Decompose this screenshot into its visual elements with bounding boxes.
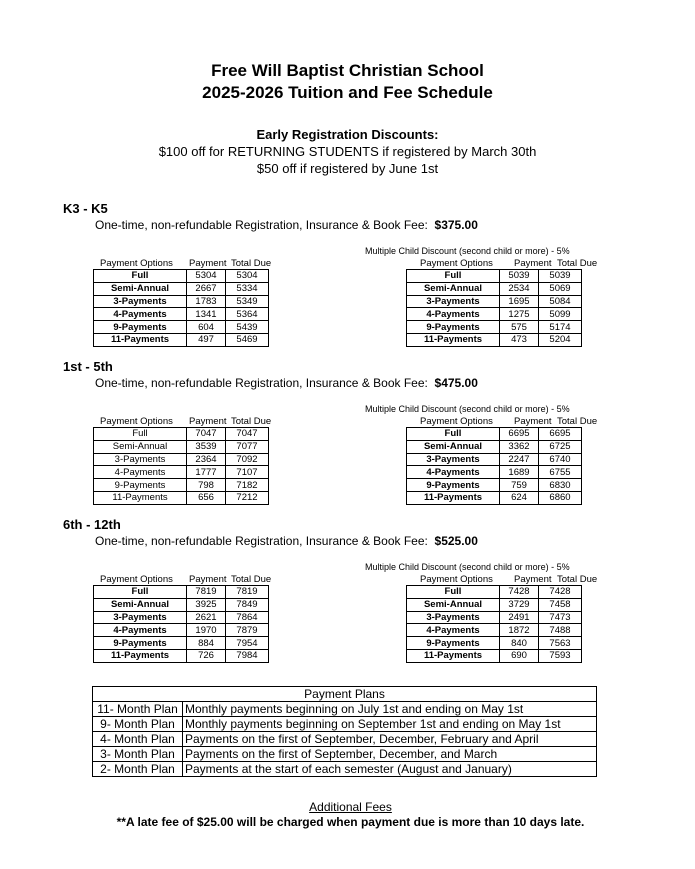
payment-amount-cell: 575	[500, 321, 539, 334]
fee-amount: $375.00	[434, 218, 478, 232]
fee-line-6th-12th	[95, 534, 478, 548]
payment-amount-cell: 1689	[500, 466, 539, 479]
payment-amount-cell: 7047	[187, 428, 226, 441]
col-header-option: Payment Options	[100, 416, 173, 427]
total-due-cell: 7047	[226, 428, 269, 441]
payment-amount-cell: 798	[187, 479, 226, 492]
payment-option-cell: 3-Payments	[407, 295, 500, 308]
fee-label: One-time, non-refundable Registration, Insurance & Book Fee:	[95, 534, 428, 548]
total-due-cell: 7077	[226, 440, 269, 453]
table-row	[407, 333, 582, 346]
plan-name: 9- Month Plan	[93, 717, 183, 732]
total-due-cell: 5069	[539, 282, 582, 295]
table-row	[94, 649, 269, 662]
plan-description: Monthly payments beginning on September 1st and ending on May 1st	[183, 717, 597, 732]
table-row	[94, 624, 269, 637]
payment-option-cell: 11-Payments	[407, 491, 500, 504]
table-row	[94, 611, 269, 624]
payment-amount-cell: 7428	[500, 586, 539, 599]
payment-option-cell: 9-Payments	[94, 479, 187, 492]
col-header-option: Payment Options	[420, 416, 493, 427]
tuition-table-single	[93, 427, 269, 505]
table-row	[407, 491, 582, 504]
plan-description: Payments on the first of September, December, and March	[183, 747, 597, 762]
payment-amount-cell: 473	[500, 333, 539, 346]
plan-description: Payments on the first of September, December, February and April	[183, 732, 597, 747]
payment-option-cell: 9-Payments	[407, 479, 500, 492]
total-due-cell: 5364	[226, 308, 269, 321]
col-header-payment: Payment	[514, 574, 552, 585]
additional-fees-heading: Additional Fees	[309, 800, 392, 814]
total-due-cell: 5349	[226, 295, 269, 308]
payment-option-cell: 11-Payments	[94, 491, 187, 504]
table-row	[407, 282, 582, 295]
section-title-1st-5th: 1st - 5th	[63, 359, 113, 374]
payment-option-cell: Full	[94, 270, 187, 283]
payment-option-cell: Semi-Annual	[407, 440, 500, 453]
col-header-payment: Payment	[189, 574, 227, 585]
table-row	[94, 308, 269, 321]
col-header-option: Payment Options	[420, 258, 493, 269]
school-name: Free Will Baptist Christian School	[211, 61, 484, 80]
payment-option-cell: Semi-Annual	[407, 282, 500, 295]
col-header-option: Payment Options	[420, 574, 493, 585]
table-row	[407, 453, 582, 466]
col-header-payment: Payment	[514, 258, 552, 269]
payment-amount-cell: 726	[187, 649, 226, 662]
table-row	[94, 282, 269, 295]
total-due-cell: 7954	[226, 637, 269, 650]
payment-amount-cell: 2621	[187, 611, 226, 624]
total-due-cell: 7984	[226, 649, 269, 662]
table-row	[407, 428, 582, 441]
payment-option-cell: 4-Payments	[407, 308, 500, 321]
total-due-cell: 6740	[539, 453, 582, 466]
payment-option-cell: Full	[94, 586, 187, 599]
total-due-cell: 7107	[226, 466, 269, 479]
table-row	[407, 440, 582, 453]
payment-amount-cell: 3925	[187, 598, 226, 611]
multi-discount-label: Multiple Child Discount (second child or more) - 5%	[365, 404, 570, 414]
payment-option-cell: Semi-Annual	[94, 282, 187, 295]
tuition-table-single	[93, 585, 269, 663]
payment-option-cell: Full	[94, 428, 187, 441]
payment-plans-title: Payment Plans	[93, 687, 597, 702]
plan-name: 3- Month Plan	[93, 747, 183, 762]
table-row	[407, 586, 582, 599]
col-header-total: Total Due	[557, 258, 598, 269]
payment-amount-cell: 884	[187, 637, 226, 650]
table-row	[94, 440, 269, 453]
total-due-cell: 6755	[539, 466, 582, 479]
payment-option-cell: 11-Payments	[407, 333, 500, 346]
table-row	[94, 586, 269, 599]
total-due-cell: 7819	[226, 586, 269, 599]
total-due-cell: 5204	[539, 333, 582, 346]
payment-amount-cell: 1777	[187, 466, 226, 479]
payment-option-cell: 3-Payments	[407, 453, 500, 466]
total-due-cell: 5039	[539, 270, 582, 283]
payment-amount-cell: 840	[500, 637, 539, 650]
total-due-cell: 5439	[226, 321, 269, 334]
payment-amount-cell: 5039	[500, 270, 539, 283]
payment-amount-cell: 7819	[187, 586, 226, 599]
total-due-cell: 6695	[539, 428, 582, 441]
fee-label: One-time, non-refundable Registration, Insurance & Book Fee:	[95, 376, 428, 390]
payment-option-cell: Full	[407, 586, 500, 599]
table-row	[94, 428, 269, 441]
total-due-cell: 5174	[539, 321, 582, 334]
col-header-total: Total Due	[231, 258, 272, 269]
payment-option-cell: 11-Payments	[94, 333, 187, 346]
multi-discount-label: Multiple Child Discount (second child or more) - 5%	[365, 246, 570, 256]
payment-plan-row	[93, 732, 597, 747]
tuition-table-multi	[406, 585, 582, 663]
table-row	[94, 270, 269, 283]
payment-option-cell: 3-Payments	[94, 453, 187, 466]
payment-option-cell: Semi-Annual	[94, 440, 187, 453]
payment-amount-cell: 2247	[500, 453, 539, 466]
table-row	[407, 624, 582, 637]
total-due-cell: 6830	[539, 479, 582, 492]
payment-option-cell: Full	[407, 428, 500, 441]
col-header-option: Payment Options	[100, 258, 173, 269]
table-row	[407, 321, 582, 334]
total-due-cell: 7849	[226, 598, 269, 611]
total-due-cell: 7593	[539, 649, 582, 662]
total-due-cell: 5099	[539, 308, 582, 321]
fee-label: One-time, non-refundable Registration, Insurance & Book Fee:	[95, 218, 428, 232]
payment-plans-header-row	[93, 687, 597, 702]
payment-amount-cell: 1970	[187, 624, 226, 637]
section-title-k3-k5: K3 - K5	[63, 201, 108, 216]
fee-line-1st-5th	[95, 376, 478, 390]
payment-amount-cell: 6695	[500, 428, 539, 441]
table-row	[94, 295, 269, 308]
total-due-cell: 5469	[226, 333, 269, 346]
table-row	[407, 598, 582, 611]
plan-description: Monthly payments beginning on July 1st and ending on May 1st	[183, 702, 597, 717]
section-title-6th-12th: 6th - 12th	[63, 517, 121, 532]
late-fee-note: **A late fee of $25.00 will be charged when payment due is more than 10 days late.	[116, 815, 585, 829]
payment-amount-cell: 624	[500, 491, 539, 504]
payment-amount-cell: 2667	[187, 282, 226, 295]
table-row	[94, 321, 269, 334]
total-due-cell: 7182	[226, 479, 269, 492]
total-due-cell: 7458	[539, 598, 582, 611]
total-due-cell: 7473	[539, 611, 582, 624]
tuition-table-multi	[406, 269, 582, 347]
discount-june: $50 off if registered by June 1st	[256, 161, 439, 176]
payment-amount-cell: 656	[187, 491, 226, 504]
payment-amount-cell: 3539	[187, 440, 226, 453]
total-due-cell: 6725	[539, 440, 582, 453]
payment-option-cell: Semi-Annual	[407, 598, 500, 611]
payment-amount-cell: 604	[187, 321, 226, 334]
payment-plan-row	[93, 747, 597, 762]
tuition-table-single	[93, 269, 269, 347]
total-due-cell: 7488	[539, 624, 582, 637]
payment-option-cell: 4-Payments	[94, 308, 187, 321]
total-due-cell: 7563	[539, 637, 582, 650]
col-header-total: Total Due	[231, 416, 272, 427]
col-header-option: Payment Options	[100, 574, 173, 585]
payment-option-cell: 4-Payments	[94, 624, 187, 637]
multi-discount-label: Multiple Child Discount (second child or more) - 5%	[365, 562, 570, 572]
payment-option-cell: 9-Payments	[407, 637, 500, 650]
plan-name: 11- Month Plan	[93, 702, 183, 717]
payment-amount-cell: 1275	[500, 308, 539, 321]
payment-option-cell: Semi-Annual	[94, 598, 187, 611]
payment-option-cell: Full	[407, 270, 500, 283]
total-due-cell: 7428	[539, 586, 582, 599]
payment-amount-cell: 2534	[500, 282, 539, 295]
plan-description: Payments at the start of each semester (August and January)	[183, 762, 597, 777]
col-header-payment: Payment	[514, 416, 552, 427]
payment-option-cell: 11-Payments	[94, 649, 187, 662]
payment-option-cell: 4-Payments	[94, 466, 187, 479]
payment-amount-cell: 497	[187, 333, 226, 346]
discount-returning: $100 off for RETURNING STUDENTS if registered by March 30th	[158, 144, 537, 159]
table-row	[407, 479, 582, 492]
payment-amount-cell: 2364	[187, 453, 226, 466]
payment-plans-table	[92, 686, 597, 777]
total-due-cell: 6860	[539, 491, 582, 504]
payment-amount-cell: 1783	[187, 295, 226, 308]
payment-plan-row	[93, 762, 597, 777]
fee-amount: $475.00	[434, 376, 478, 390]
table-row	[407, 466, 582, 479]
total-due-cell: 5084	[539, 295, 582, 308]
payment-amount-cell: 1341	[187, 308, 226, 321]
total-due-cell: 7212	[226, 491, 269, 504]
col-header-payment: Payment	[189, 258, 227, 269]
table-row	[94, 598, 269, 611]
table-row	[94, 479, 269, 492]
table-row	[407, 270, 582, 283]
table-row	[407, 649, 582, 662]
total-due-cell: 5334	[226, 282, 269, 295]
fee-line-k3-k5	[95, 218, 478, 232]
page-title: 2025-2026 Tuition and Fee Schedule	[202, 83, 493, 102]
table-row	[407, 295, 582, 308]
total-due-cell: 5304	[226, 270, 269, 283]
payment-option-cell: 11-Payments	[407, 649, 500, 662]
payment-option-cell: 3-Payments	[94, 611, 187, 624]
payment-option-cell: 9-Payments	[94, 637, 187, 650]
payment-amount-cell: 5304	[187, 270, 226, 283]
total-due-cell: 7879	[226, 624, 269, 637]
plan-name: 2- Month Plan	[93, 762, 183, 777]
total-due-cell: 7092	[226, 453, 269, 466]
fee-amount: $525.00	[434, 534, 478, 548]
payment-amount-cell: 1872	[500, 624, 539, 637]
col-header-total: Total Due	[557, 574, 598, 585]
total-due-cell: 7864	[226, 611, 269, 624]
payment-amount-cell: 690	[500, 649, 539, 662]
table-row	[94, 637, 269, 650]
payment-plan-row	[93, 717, 597, 732]
payment-amount-cell: 2491	[500, 611, 539, 624]
payment-amount-cell: 1695	[500, 295, 539, 308]
payment-option-cell: 9-Payments	[407, 321, 500, 334]
payment-option-cell: 9-Payments	[94, 321, 187, 334]
col-header-payment: Payment	[189, 416, 227, 427]
payment-plan-row	[93, 702, 597, 717]
table-row	[407, 637, 582, 650]
col-header-total: Total Due	[557, 416, 598, 427]
table-row	[407, 308, 582, 321]
table-row	[94, 453, 269, 466]
table-row	[94, 491, 269, 504]
payment-amount-cell: 3362	[500, 440, 539, 453]
plan-name: 4- Month Plan	[93, 732, 183, 747]
col-header-total: Total Due	[231, 574, 272, 585]
table-row	[407, 611, 582, 624]
payment-amount-cell: 3729	[500, 598, 539, 611]
payment-amount-cell: 759	[500, 479, 539, 492]
payment-option-cell: 4-Payments	[407, 466, 500, 479]
discounts-heading: Early Registration Discounts:	[256, 127, 439, 142]
payment-option-cell: 4-Payments	[407, 624, 500, 637]
tuition-table-multi	[406, 427, 582, 505]
payment-option-cell: 3-Payments	[94, 295, 187, 308]
payment-option-cell: 3-Payments	[407, 611, 500, 624]
table-row	[94, 466, 269, 479]
table-row	[94, 333, 269, 346]
